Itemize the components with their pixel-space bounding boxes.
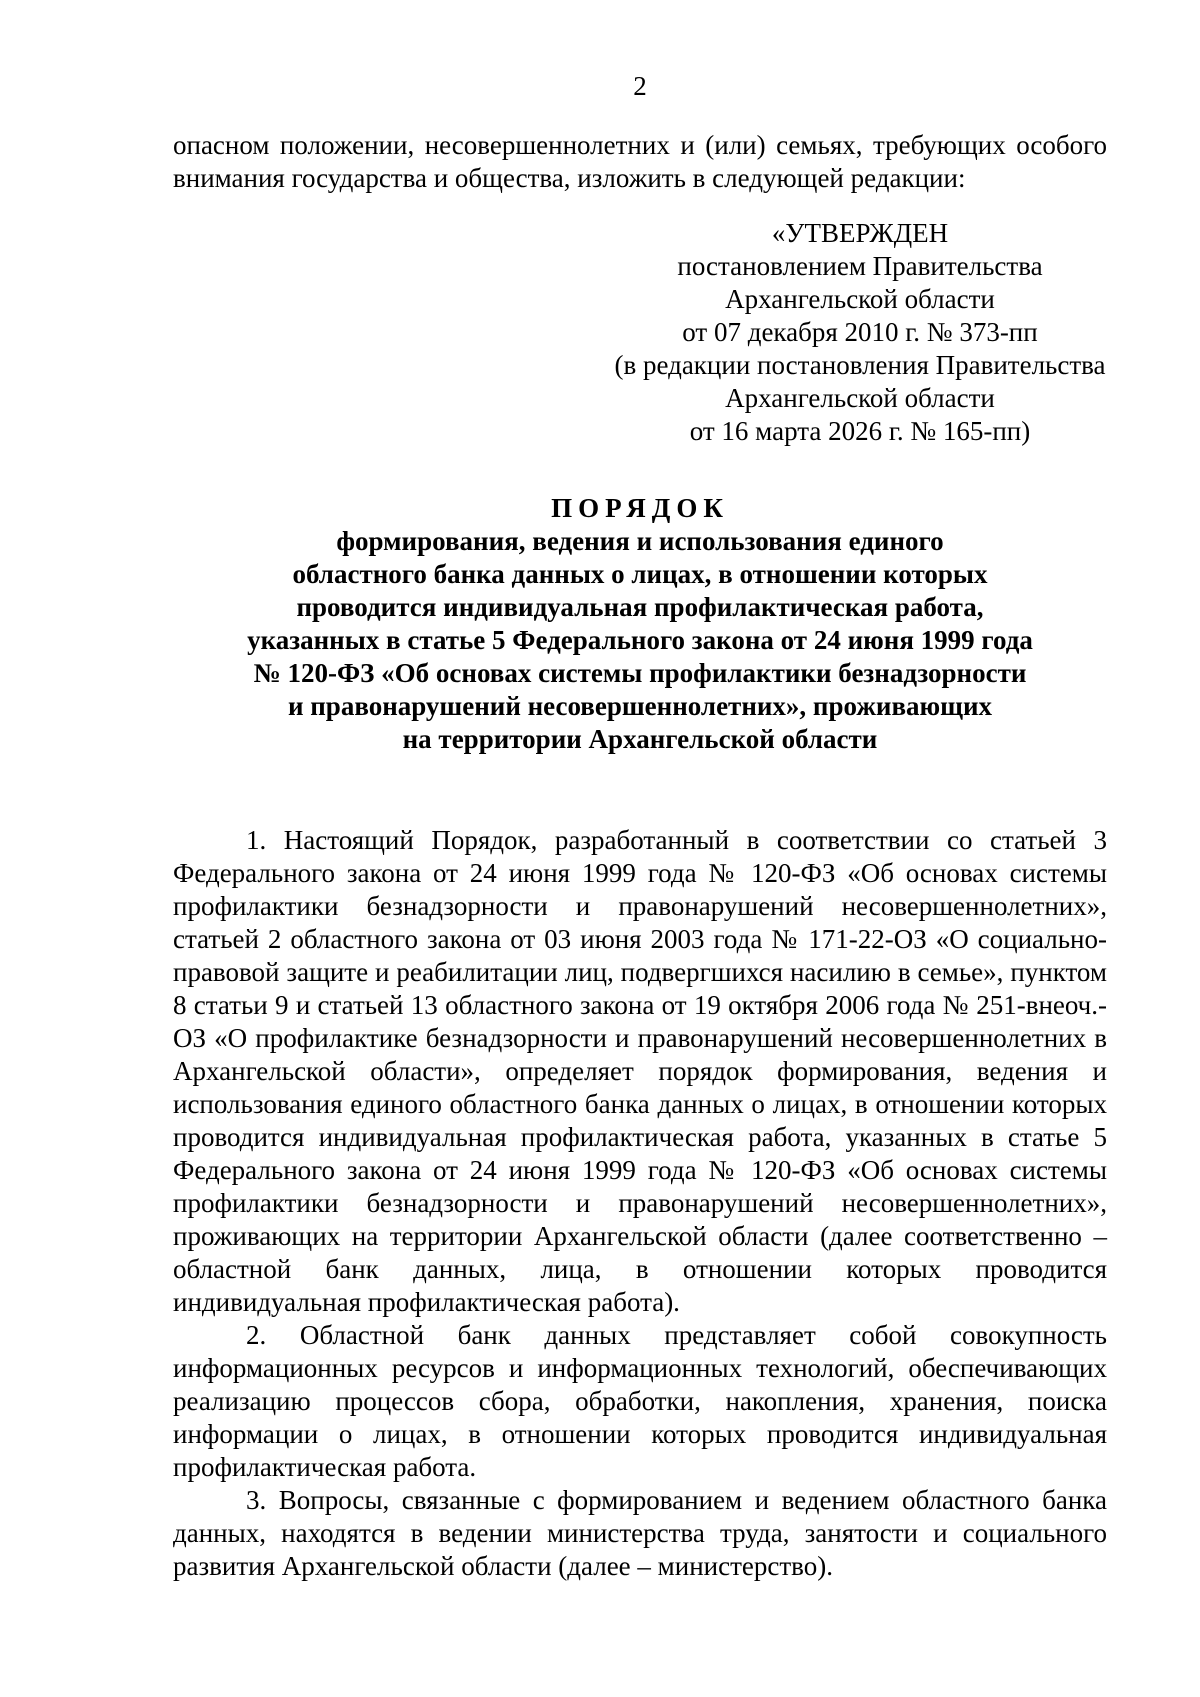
paragraph-2: 2. Областной банк данных представляет собой совокупность информационных ресурсов и информационных технологий, обеспечивающих реализацию процессов сбора, обработки, накопления, хранения, поиска информации о лицах, в отношении которых проводится индивидуальная профилактическая работа. (173, 1320, 1107, 1482)
approval-line: «УТВЕРЖДЕН (771, 218, 949, 248)
title-line: и правонарушений несовершеннолетних», проживающих (287, 691, 993, 721)
title-line: формирования, ведения и использования единого (336, 526, 944, 556)
title-heading: ПОРЯДОК (551, 493, 729, 523)
title-line: № 120-ФЗ «Об основах системы профилактики безнадзорности (253, 658, 1027, 688)
approval-line: от 16 марта 2026 г. № 165-пп) (689, 416, 1031, 446)
paragraph-1: 1. Настоящий Порядок, разработанный в соответствии со статьей 3 Федерального закона от 24 июня 1999 года № 120-ФЗ «Об основах системы профилактики безнадзорности и правонарушений несовершеннолетних», статьей 2 областного закона от 03 июня 2003 года № 171-22-ОЗ «О социально-правовой защите и реабилитации лиц, подвергшихся насилию в семье», пунктом 8 статьи 9 и статьей 13 областного закона от 19 октября 2006 года № 251-внеоч.-ОЗ «О профилактике безнадзорности и правонарушений несовершеннолетних в Архангельской области», определяет порядок формирования, ведения и использования единого областного банка данных о лицах, в отношении которых проводится индивидуальная профилактическая работа, указанных в статье 5 Федерального закона от 24 июня 1999 года № 120-ФЗ «Об основах системы профилактики безнадзорности и правонарушений несовершеннолетних», проживающих на территории Архангельской области (далее соответственно – областной банк данных, лица, в отношении которых проводится индивидуальная профилактическая работа). (173, 825, 1107, 1317)
approval-line: Архангельской области (725, 383, 995, 413)
title-line: областного банка данных о лицах, в отношении которых (292, 559, 988, 589)
title-line: проводится индивидуальная профилактическая работа, (296, 592, 984, 622)
approval-line: Архангельской области (725, 284, 995, 314)
title-line: указанных в статье 5 Федерального закона от 24 июня 1999 года (247, 625, 1033, 655)
title-line: на территории Архангельской области (402, 724, 878, 754)
lead-paragraph: опасном положении, несовершеннолетних и (или) семьях, требующих особого внимания государства и общества, изложить в следующей редакции: (173, 130, 1107, 193)
approval-line: постановлением Правительства (677, 251, 1043, 281)
lead-text-block (173, 129, 1107, 195)
approval-line: от 07 декабря 2010 г. № 373-пп (682, 317, 1038, 347)
approval-stamp-block (600, 217, 1120, 448)
approval-line: (в редакции постановления Правительства (614, 350, 1106, 380)
title-subtitle (173, 525, 1107, 756)
document-body (173, 824, 1107, 1583)
paragraph-3: 3. Вопросы, связанные с формированием и ведением областного банка данных, находятся в ведении министерства труда, занятости и социального развития Архангельской области (далее – министерство). (173, 1485, 1107, 1581)
document-title (173, 492, 1107, 756)
page-number: 2 (633, 71, 647, 101)
